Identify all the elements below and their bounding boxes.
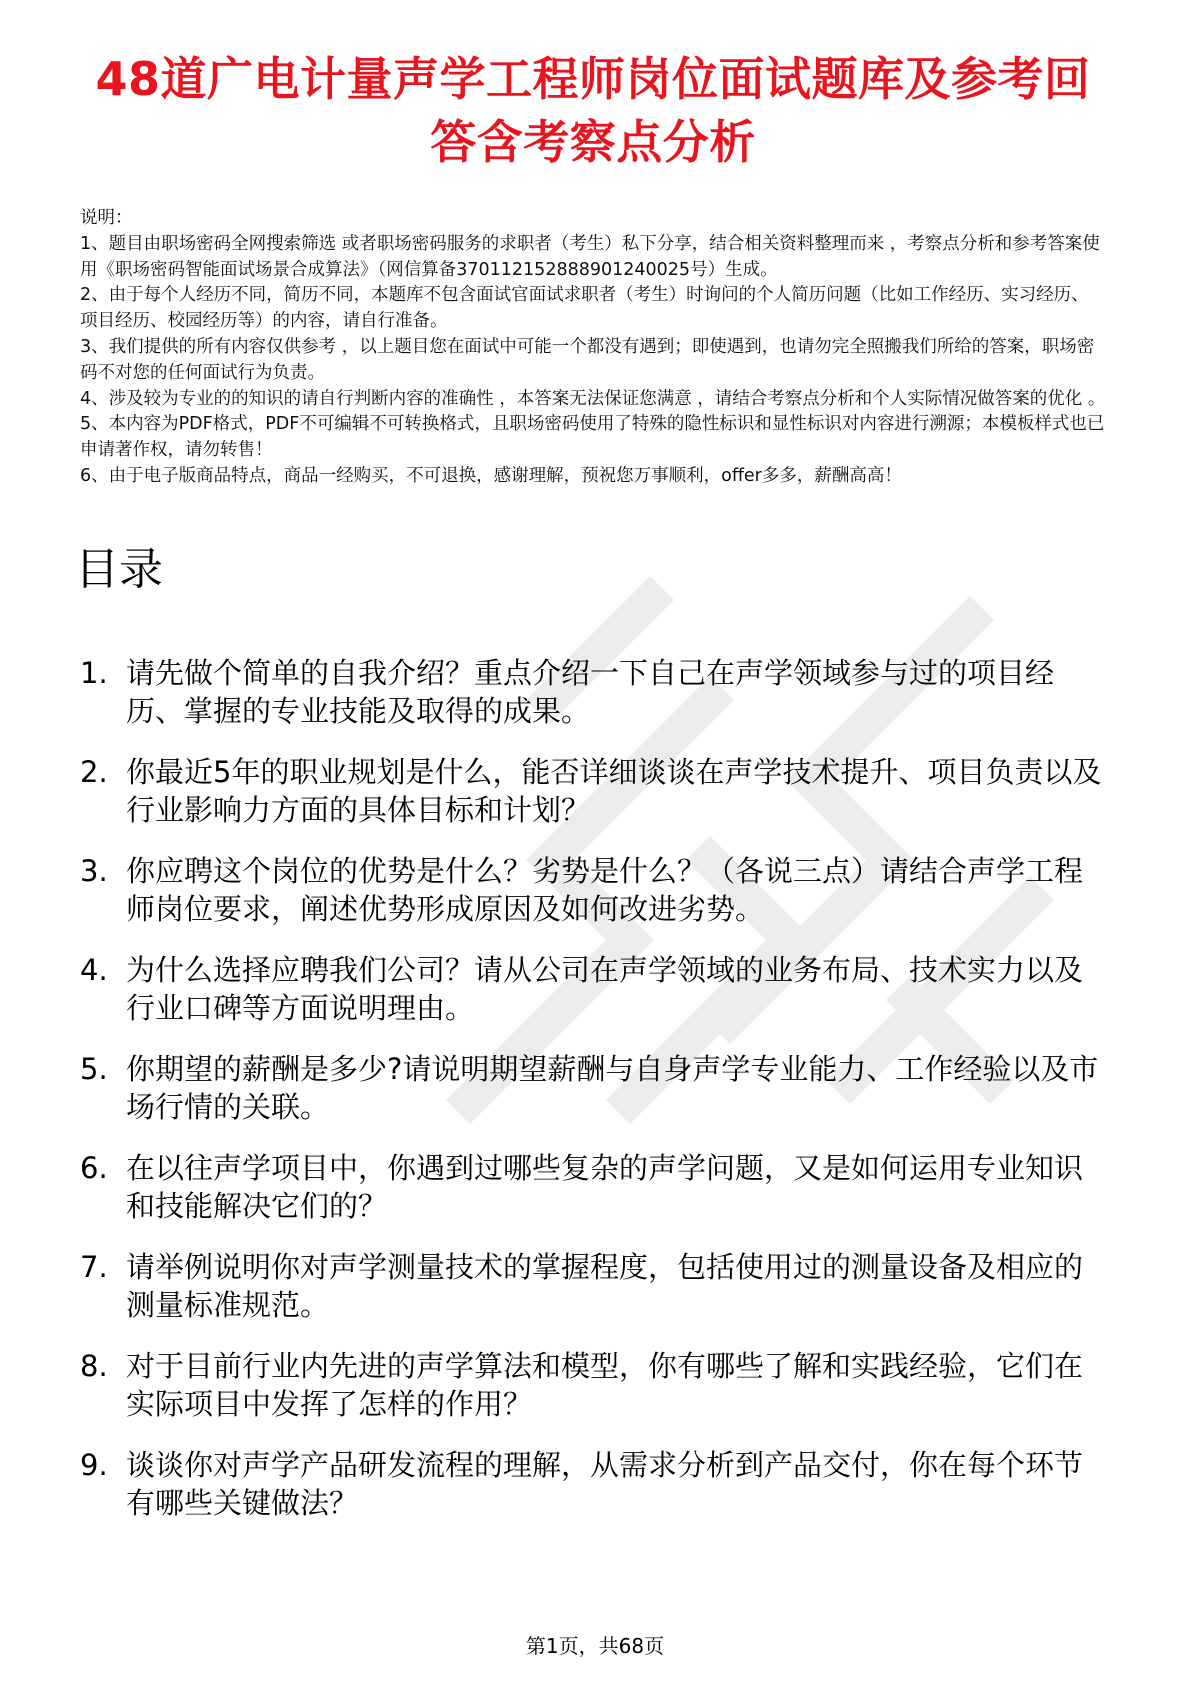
document-title: 48道广电计量声学工程师岗位面试题库及参考回答含考察点分析 [95, 52, 1091, 169]
note-item: 3、我们提供的所有内容仅供参考 ，以上题目您在面试中可能一个都没有遇到；即使遇到，也请勿完全照搬我们所给的答案，职场密码不对您的任何面试行为负责。 [80, 336, 1095, 383]
toc-item[interactable] [80, 1446, 1106, 1522]
toc-item[interactable] [80, 1347, 1106, 1423]
toc-item-number: 3. [80, 853, 108, 888]
toc-item-number: 4. [80, 952, 108, 987]
toc-item-text: 为什么选择应聘我们公司？请从公司在声学领域的业务布局、技术实力以及行业口碑等方面说明理由。 [126, 952, 1084, 1025]
toc-item-text: 请举例说明你对声学测量技术的掌握程度，包括使用过的测量设备及相应的测量标准规范。 [126, 1249, 1084, 1322]
note-item: 1、题目由职场密码全网搜索筛选 或者职场密码服务的求职者（考生）私下分享，结合相关资料整理而来 ，考察点分析和参考答案使用《职场密码智能面试场景合成算法》（网信算备370112152888901240025号）生成。 [80, 233, 1100, 280]
toc-item[interactable] [80, 951, 1106, 1027]
toc-item-text: 你应聘这个岗位的优势是什么？劣势是什么？（各说三点）请结合声学工程师岗位要求，阐述优势形成原因及如何改进劣势。 [126, 853, 1084, 926]
toc-item-number: 2. [80, 754, 108, 789]
toc-item-text: 对于目前行业内先进的声学算法和模型，你有哪些了解和实践经验，它们在实际项目中发挥了怎样的作用？ [126, 1348, 1084, 1421]
toc-item[interactable] [80, 1050, 1106, 1126]
note-item: 2、由于每个人经历不同，简历不同，本题库不包含面试官面试求职者（考生）时询问的个人简历问题（比如工作经历、实习经历、项目经历、校园经历等）的内容，请自行准备。 [80, 285, 1089, 332]
toc-heading: 目录 [75, 543, 163, 595]
toc-item[interactable] [80, 852, 1106, 928]
toc-item-number: 9. [80, 1447, 108, 1482]
toc-item[interactable] [80, 1149, 1106, 1225]
toc-item-number: 1. [80, 655, 108, 690]
page-number-footer: 第1页，共68页 [525, 1634, 665, 1658]
toc-item[interactable] [80, 654, 1106, 730]
toc-item-number: 6. [80, 1150, 108, 1185]
toc-item-text: 请先做个简单的自我介绍？重点介绍一下自己在声学领域参与过的项目经历、掌握的专业技能及取得的成果。 [126, 655, 1055, 728]
toc-item-text: 你期望的薪酬是多少?请说明期望薪酬与自身声学专业能力、工作经验以及市场行情的关联。 [126, 1051, 1099, 1124]
toc-item-number: 5. [80, 1051, 108, 1086]
disclaimer-notes [80, 206, 1106, 490]
note-item: 6、由于电子版商品特点，商品一经购买，不可退换，感谢理解，预祝您万事顺利，offer多多，薪酬高高！ [80, 465, 902, 486]
note-item: 4、涉及较为专业的的知识的请自行判断内容的准确性 ，本答案无法保证您满意 ，请结合考察点分析和个人实际情况做答案的优化 。 [80, 388, 1106, 409]
toc-item-text: 在以往声学项目中，你遇到过哪些复杂的声学问题，又是如何运用专业知识和技能解决它们的？ [126, 1150, 1084, 1223]
toc-item-text: 你最近5年的职业规划是什么，能否详细谈谈在声学技术提升、项目负责以及行业影响力方面的具体目标和计划？ [126, 754, 1102, 827]
toc-item-number: 8. [80, 1348, 108, 1383]
notes-label: 说明： [80, 208, 133, 228]
toc-item[interactable] [80, 1248, 1106, 1324]
toc-item-number: 7. [80, 1249, 108, 1284]
toc-item[interactable] [80, 753, 1106, 829]
toc-list [80, 654, 1106, 1522]
note-item: 5、本内容为PDF格式，PDF不可编辑不可转换格式，且职场密码使用了特殊的隐性标识和显性标识对内容进行溯源；本模板样式也已申请著作权，请勿转售！ [80, 414, 1105, 461]
toc-item-text: 谈谈你对声学产品研发流程的理解，从需求分析到产品交付，你在每个环节有哪些关键做法？ [126, 1447, 1084, 1520]
